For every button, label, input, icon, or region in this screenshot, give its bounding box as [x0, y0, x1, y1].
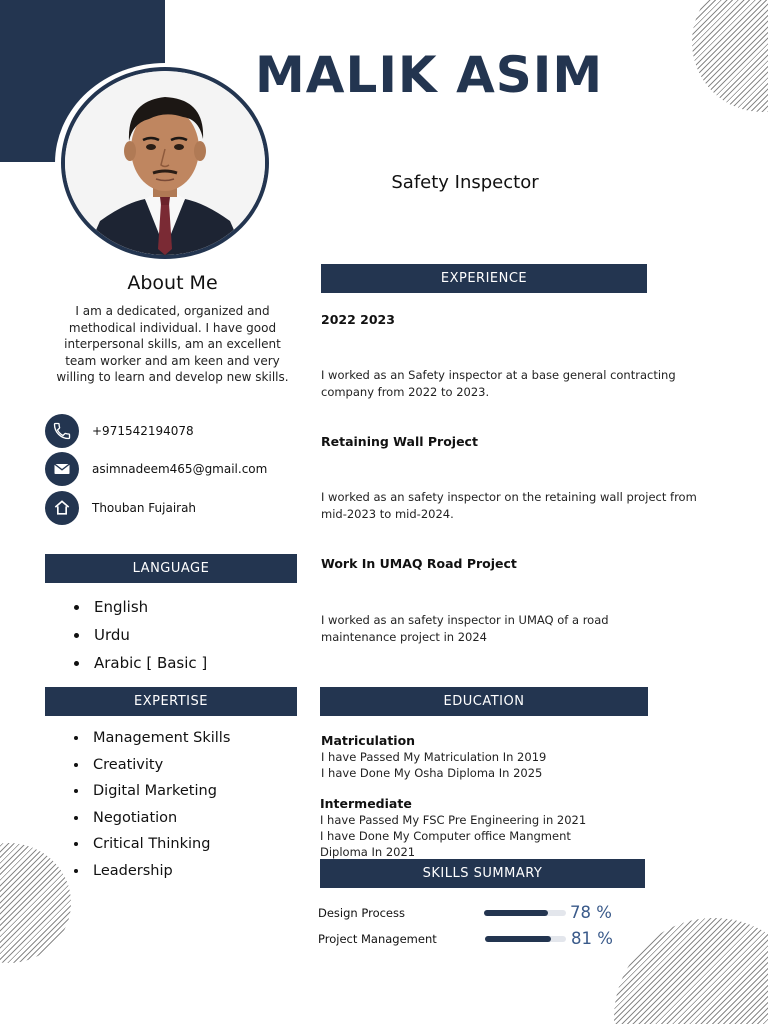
contact-phone — [45, 414, 194, 448]
experience-heading: EXPERIENCE — [321, 264, 647, 293]
list-item: • Urdu — [90, 626, 207, 654]
skill-bar-fill — [484, 910, 548, 916]
skill-bar-fill — [485, 936, 551, 942]
education-heading-item: Matriculation — [321, 733, 416, 748]
education-line: I have Passed My FSC Pre Engineering in 2021 — [320, 813, 587, 827]
job-description: I worked as an safety inspector in UMAQ of a road maintenance project in 2024 — [321, 613, 609, 644]
hatched-circle-decoration — [692, 0, 768, 112]
education-line: I have Done My Computer office Mangment — [320, 829, 571, 843]
list-item: • Critical Thinking — [89, 836, 230, 863]
email-address[interactable]: asimnadeem465@gmail.com — [92, 462, 268, 476]
list-item: • Creativity — [89, 757, 230, 784]
list-item: • Arabic [ Basic ] — [90, 654, 207, 682]
skill-name: Design Process — [318, 906, 405, 920]
home-icon — [45, 491, 79, 525]
education-line: Diploma In 2021 — [320, 845, 416, 859]
expertise-list — [69, 730, 230, 889]
job-heading: Retaining Wall Project — [321, 434, 478, 449]
list-item: • English — [90, 598, 207, 626]
portrait-illustration — [65, 71, 265, 255]
list-item: • Negotiation — [89, 810, 230, 837]
skill-bar-track — [485, 936, 566, 942]
hatched-circle-decoration — [614, 918, 768, 1024]
job-description: I worked as an safety inspector on the retaining wall project from mid-2023 to mid-2024. — [321, 490, 697, 521]
hatched-circle-decoration — [0, 843, 71, 963]
education-heading: EDUCATION — [320, 687, 648, 716]
education-line: I have Passed My Matriculation In 2019 — [321, 750, 547, 764]
education-heading-item: Intermediate — [320, 796, 412, 811]
job-title: Safety Inspector — [391, 172, 539, 193]
job-heading: 2022 2023 — [321, 312, 395, 327]
job-description: I worked as an Safety inspector at a base general contracting company from 2022 to 2023. — [321, 368, 676, 399]
profile-photo-frame — [55, 63, 275, 263]
list-item: • Digital Marketing — [89, 783, 230, 810]
skill-bar-track — [484, 910, 566, 916]
contact-address — [45, 491, 196, 525]
phone-icon — [45, 414, 79, 448]
skill-percent: 78 % — [570, 903, 612, 922]
contact-email — [45, 452, 267, 486]
skills-summary-heading: SKILLS SUMMARY — [320, 859, 645, 888]
about-text: I am a dedicated, organized and methodical individual. I have good interpersonal skills, am an excellent team worker and am keen and very willing to learn and develop new skills. — [56, 304, 289, 384]
language-list — [70, 598, 207, 682]
mail-icon — [45, 452, 79, 486]
list-item: • Leadership — [89, 863, 230, 890]
profile-photo — [61, 67, 269, 259]
phone-number[interactable]: +971542194078 — [92, 424, 194, 438]
skill-name: Project Management — [318, 932, 437, 946]
expertise-heading: EXPERTISE — [45, 687, 297, 716]
address-text: Thouban Fujairah — [92, 501, 197, 515]
skill-percent: 81 % — [571, 929, 613, 948]
about-heading: About Me — [127, 272, 218, 294]
language-heading: LANGUAGE — [45, 554, 297, 583]
job-heading: Work In UMAQ Road Project — [321, 556, 517, 571]
education-line: I have Done My Osha Diploma In 2025 — [321, 766, 543, 780]
candidate-name: MALIK ASIM — [255, 46, 604, 104]
list-item: • Management Skills — [89, 730, 230, 757]
